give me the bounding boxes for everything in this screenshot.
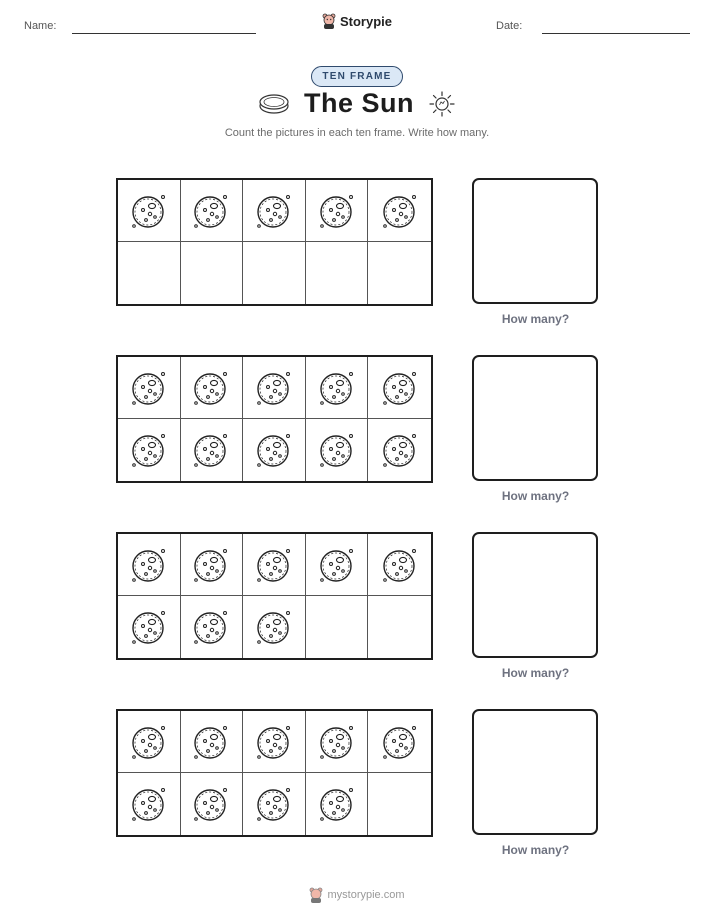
moon-icon (255, 431, 293, 469)
ten-frame-cell (243, 419, 306, 481)
brand-logo (0, 13, 714, 34)
ten-frame-cell (368, 596, 431, 658)
ten-frame-cell (118, 180, 181, 242)
footer-url: mystorypie.com (327, 889, 405, 901)
moon-icon (192, 785, 230, 823)
answer-box-2[interactable] (472, 355, 598, 481)
category-badge: TEN FRAME (311, 66, 402, 87)
answer-box-1[interactable] (472, 178, 598, 304)
ten-frame-cell (306, 711, 369, 773)
ten-frame-cell (243, 242, 306, 304)
date-label: Date: (496, 20, 523, 32)
moon-icon (255, 369, 293, 407)
moon-icon (318, 192, 356, 230)
bear-mascot-icon (322, 13, 336, 29)
ten-frame-cell (368, 180, 431, 242)
moon-icon (255, 723, 293, 761)
ten-frame-cell (368, 419, 431, 481)
page-title: The Sun (304, 88, 414, 118)
ten-frame-cell (243, 711, 306, 773)
ten-frame-cell (118, 419, 181, 481)
ten-frame-cell (181, 711, 244, 773)
ten-frame-cell (368, 773, 431, 835)
bear-mascot-icon (309, 887, 323, 903)
moon-icon (192, 608, 230, 646)
brand-name: Storypie (339, 13, 392, 29)
ten-frame-cell (243, 180, 306, 242)
ten-frame-cell (306, 534, 369, 596)
ten-frame-cell (306, 357, 369, 419)
moon-icon (255, 192, 293, 230)
ten-frame-cell (181, 534, 244, 596)
ten-frame-cell (243, 596, 306, 658)
how-many-label-4: How many? (501, 843, 570, 857)
moon-icon (130, 785, 168, 823)
coin-icon (258, 93, 290, 115)
ten-frame-cell (181, 242, 244, 304)
moon-icon (192, 723, 230, 761)
moon-icon (255, 785, 293, 823)
moon-icon (255, 608, 293, 646)
moon-icon (381, 546, 419, 584)
moon-icon (318, 723, 356, 761)
ten-frame-cell (243, 534, 306, 596)
ten-frame-cell (306, 596, 369, 658)
moon-icon (381, 723, 419, 761)
ten-frame-cell (118, 711, 181, 773)
ten-frame-cell (368, 242, 431, 304)
moon-icon (192, 369, 230, 407)
moon-icon (318, 785, 356, 823)
name-label: Name: (24, 20, 57, 32)
moon-icon (130, 546, 168, 584)
answer-box-4[interactable] (472, 709, 598, 835)
ten-frame-cell (243, 357, 306, 419)
moon-icon (318, 546, 356, 584)
moon-icon (255, 546, 293, 584)
ten-frame-2 (116, 355, 433, 483)
ten-frame-cell (306, 180, 369, 242)
ten-frame-cell (368, 711, 431, 773)
instructions: Count the pictures in each ten frame. Write how many. (224, 127, 490, 139)
ten-frame-cell (118, 357, 181, 419)
moon-icon (381, 431, 419, 469)
ten-frame-4 (116, 709, 433, 837)
ten-frame-cell (368, 534, 431, 596)
moon-icon (381, 369, 419, 407)
moon-icon (130, 369, 168, 407)
moon-icon (192, 431, 230, 469)
moon-icon (130, 431, 168, 469)
ten-frame-cell (306, 419, 369, 481)
footer (0, 887, 714, 908)
ten-frame-cell (181, 180, 244, 242)
ten-frame-cell (243, 773, 306, 835)
ten-frame-3 (116, 532, 433, 660)
moon-icon (318, 431, 356, 469)
moon-icon (130, 192, 168, 230)
moon-icon (381, 192, 419, 230)
moon-icon (130, 608, 168, 646)
moon-icon (130, 723, 168, 761)
sun-icon (428, 90, 456, 118)
ten-frame-cell (181, 357, 244, 419)
ten-frame-cell (118, 534, 181, 596)
ten-frame-cell (181, 419, 244, 481)
how-many-label-1: How many? (501, 312, 570, 326)
ten-frame-cell (306, 242, 369, 304)
moon-icon (192, 192, 230, 230)
ten-frame-cell (181, 596, 244, 658)
ten-frame-1 (116, 178, 433, 306)
how-many-label-2: How many? (501, 489, 570, 503)
ten-frame-cell (118, 596, 181, 658)
ten-frame-cell (368, 357, 431, 419)
ten-frame-cell (118, 242, 181, 304)
ten-frame-cell (306, 773, 369, 835)
ten-frame-cell (181, 773, 244, 835)
how-many-label-3: How many? (501, 666, 570, 680)
moon-icon (192, 546, 230, 584)
moon-icon (318, 369, 356, 407)
answer-box-3[interactable] (472, 532, 598, 658)
ten-frame-cell (118, 773, 181, 835)
